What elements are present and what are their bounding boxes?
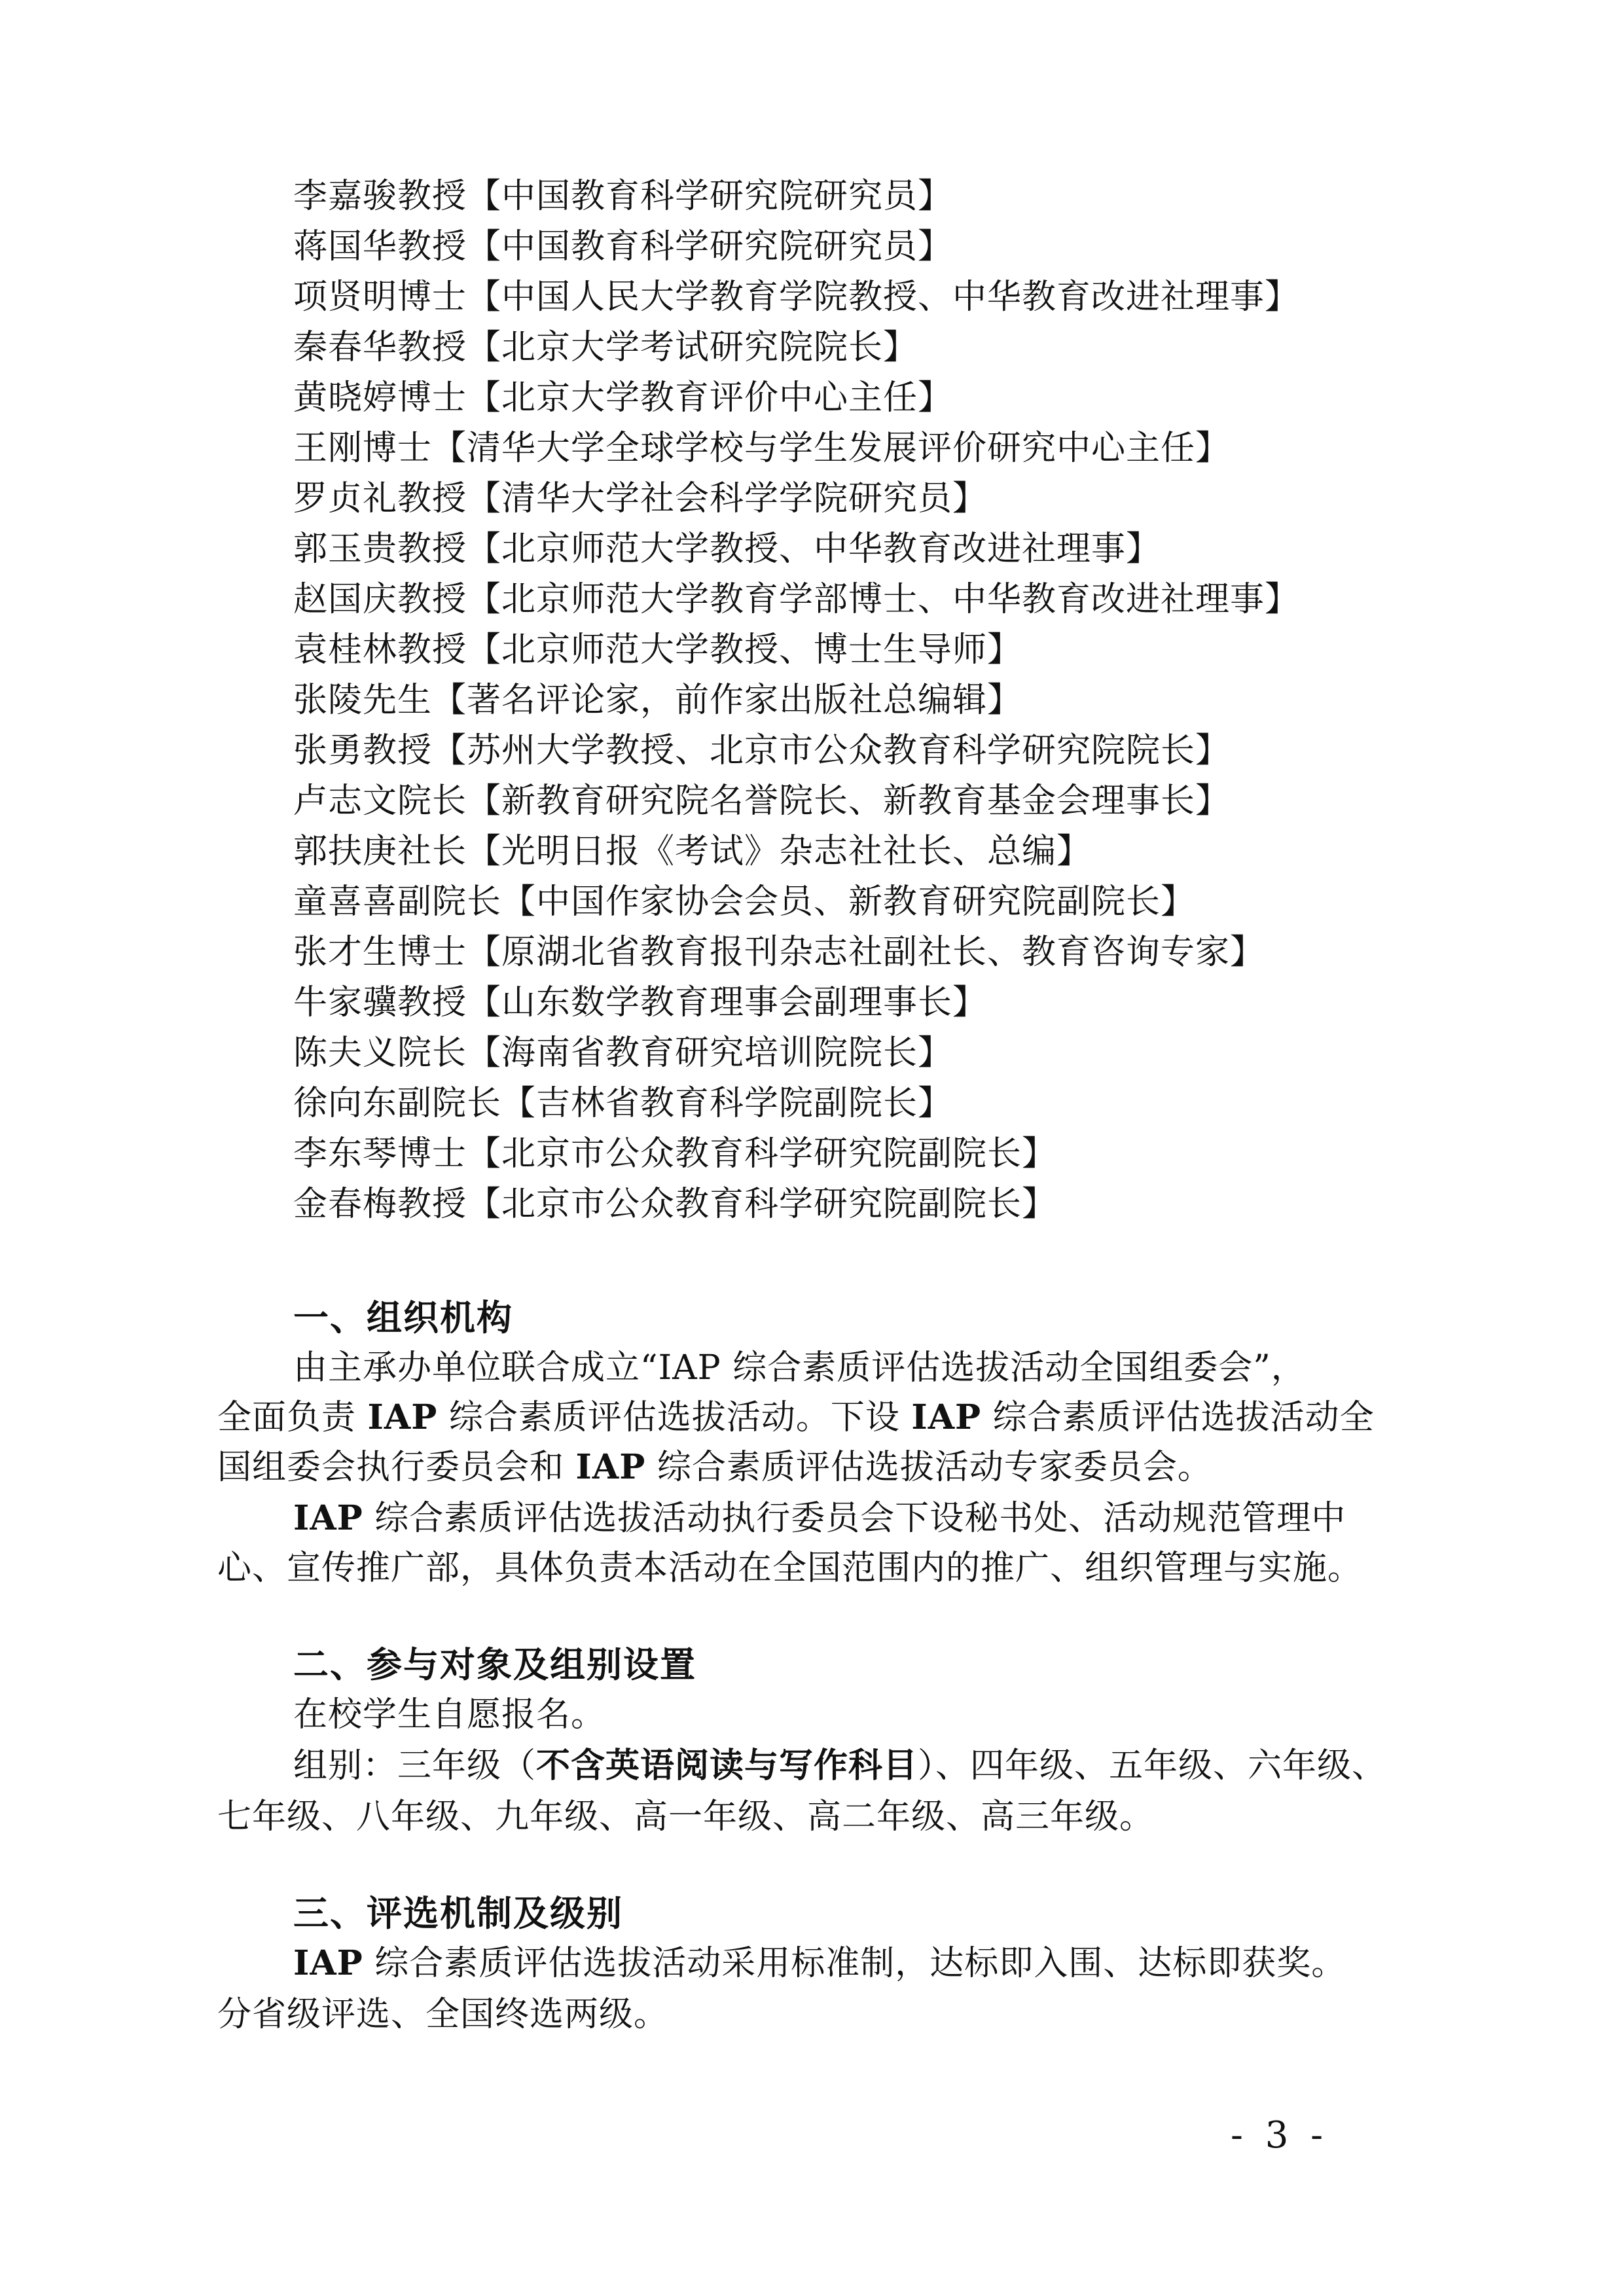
expert-affiliation: 【海南省教育研究培训院院长】 — [467, 1033, 953, 1073]
expert-name: 牛家骥教授 — [293, 983, 467, 1022]
paragraph-line: 国组委会执行委员会和 IAP 综合素质评估选拔活动专家委员会。 — [217, 1447, 1212, 1487]
expert-name: 卢志文院长 — [293, 781, 467, 821]
expert-affiliation: 【清华大学全球学校与学生发展评价研究中心主任】 — [432, 429, 1231, 468]
paragraph-line: IAP 综合素质评估选拔活动执行委员会下设秘书处、活动规范管理中 — [293, 1498, 1346, 1538]
expert-affiliation: 【北京市公众教育科学研究院副院长】 — [467, 1134, 1057, 1174]
expert-affiliation: 【原湖北省教育报刊杂志社副社长、教育咨询专家】 — [467, 933, 1265, 972]
expert-entry — [293, 474, 987, 524]
expert-name: 李嘉骏教授 — [293, 177, 467, 216]
paragraph-line: IAP 综合素质评估选拔活动采用标准制，达标即入围、达标即获奖。 — [293, 1943, 1346, 1983]
expert-affiliation: 【北京师范大学教授、中华教育改进社理事】 — [467, 529, 1161, 569]
paragraph-line: 心、宣传推广部，具体负责本活动在全国范围内的推广、组织管理与实施。 — [217, 1549, 1363, 1588]
expert-entry — [293, 1129, 1056, 1179]
expert-name: 张才生博士 — [293, 933, 467, 972]
expert-affiliation: 【北京师范大学教授、博士生导师】 — [467, 630, 1022, 670]
expert-entry — [293, 272, 1299, 322]
section-heading-selection: 三、评选机制及级别 — [293, 1892, 623, 1934]
expert-entry — [293, 575, 1299, 624]
expert-name: 项贤明博士 — [293, 278, 467, 317]
expert-entry — [293, 726, 1230, 776]
expert-name: 罗贞礼教授 — [293, 479, 467, 518]
page-number: - 3 - — [1231, 2114, 1329, 2157]
expert-affiliation: 【吉林省教育科学院副院长】 — [501, 1084, 953, 1123]
expert-name: 黄晓婷博士 — [293, 378, 467, 418]
expert-affiliation: 【中国人民大学教育学院教授、中华教育改进社理事】 — [467, 278, 1300, 317]
section-heading-participants: 二、参与对象及组别设置 — [293, 1643, 696, 1685]
expert-entry — [293, 675, 1022, 725]
expert-affiliation: 【清华大学社会科学学院研究员】 — [467, 479, 988, 518]
expert-entry — [293, 1028, 952, 1078]
expert-affiliation: 【著名评论家，前作家出版社总编辑】 — [432, 681, 1022, 720]
paragraph-line: 分省级评选、全国终选两级。 — [217, 1995, 669, 2034]
expert-affiliation: 【中国教育科学研究院研究员】 — [467, 177, 953, 216]
expert-entry — [293, 222, 952, 272]
expert-affiliation: 【中国教育科学研究院研究员】 — [467, 227, 953, 266]
expert-affiliation: 【北京大学教育评价中心主任】 — [467, 378, 953, 418]
expert-name: 李东琴博士 — [293, 1134, 467, 1174]
expert-name: 郭扶庚社长 — [293, 832, 467, 871]
expert-name: 金春梅教授 — [293, 1185, 467, 1224]
expert-entry — [293, 323, 918, 372]
paragraph-line: 在校学生自愿报名。 — [293, 1695, 606, 1734]
paragraph-line: 组别：三年级（不含英语阅读与写作科目）、四年级、五年级、六年级、 — [293, 1746, 1387, 1785]
expert-entry — [293, 171, 952, 221]
expert-affiliation: 【苏州大学教授、北京市公众教育科学研究院院长】 — [432, 731, 1231, 770]
expert-name: 张勇教授 — [293, 731, 433, 770]
paragraph-line: 全面负责 IAP 综合素质评估选拔活动。下设 IAP 综合素质评估选拔活动全 — [217, 1397, 1375, 1437]
expert-entry — [293, 524, 1161, 574]
expert-affiliation: 【北京师范大学教育学部博士、中华教育改进社理事】 — [467, 580, 1300, 619]
expert-name: 蒋国华教授 — [293, 227, 467, 266]
expert-entry — [293, 1079, 952, 1128]
expert-affiliation: 【北京大学考试研究院院长】 — [467, 328, 918, 367]
paragraph-line: 由主承办单位联合成立“IAP 综合素质评估选拔活动全国组委会”， — [293, 1348, 1306, 1388]
section-heading-organization: 一、组织机构 — [293, 1297, 513, 1338]
expert-affiliation: 【山东数学教育理事会副理事长】 — [467, 983, 988, 1022]
expert-affiliation: 【北京市公众教育科学研究院副院长】 — [467, 1185, 1057, 1224]
expert-name: 徐向东副院长 — [293, 1084, 502, 1123]
expert-name: 张陵先生 — [293, 681, 433, 720]
expert-name: 王刚博士 — [293, 429, 433, 468]
expert-entry — [293, 1179, 1056, 1229]
expert-entry — [293, 927, 1265, 977]
paragraph-line: 七年级、八年级、九年级、高一年级、高二年级、高三年级。 — [217, 1797, 1155, 1837]
expert-entry — [293, 827, 1091, 876]
expert-name: 赵国庆教授 — [293, 580, 467, 619]
expert-entry — [293, 423, 1230, 473]
expert-entry — [293, 978, 987, 1028]
expert-entry — [293, 625, 1022, 675]
expert-name: 袁桂林教授 — [293, 630, 467, 670]
expert-name: 童喜喜副院长 — [293, 882, 502, 922]
expert-name: 郭玉贵教授 — [293, 529, 467, 569]
expert-entry — [293, 776, 1230, 826]
expert-affiliation: 【光明日报《考试》杂志社社长、总编】 — [467, 832, 1092, 871]
expert-affiliation: 【中国作家协会会员、新教育研究院副院长】 — [501, 882, 1196, 922]
expert-name: 陈夫义院长 — [293, 1033, 467, 1073]
expert-entry — [293, 877, 1195, 927]
expert-name: 秦春华教授 — [293, 328, 467, 367]
expert-entry — [293, 373, 952, 423]
expert-affiliation: 【新教育研究院名誉院长、新教育基金会理事长】 — [467, 781, 1231, 821]
